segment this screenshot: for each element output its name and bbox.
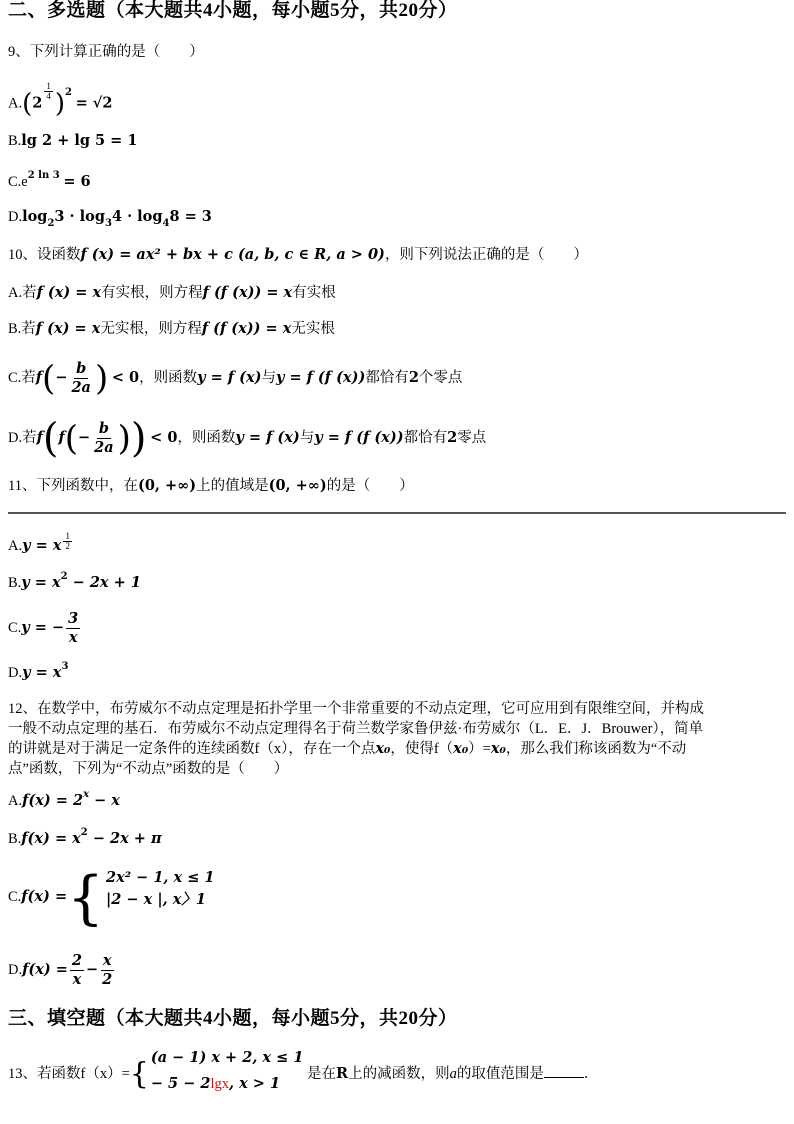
q12-line3-x0-b: x₀ — [453, 740, 469, 757]
q13-case2-red: lgx — [210, 1075, 230, 1092]
q10-c-label: C.若 — [8, 370, 36, 386]
q10-c-frac-num: b — [76, 360, 87, 378]
q11-b-sup: 2 — [60, 571, 68, 582]
q12-stem — [8, 699, 784, 779]
q13-case2-a: − 5 − 2 — [150, 1074, 211, 1092]
q10-a-text1: 有实根，则方程 — [101, 285, 203, 301]
q9-a-exp-den: 4 — [46, 91, 51, 101]
q9-option-a: A.(2 $\frac{1}{4}$ )$^2$ = √2 — [8, 81, 113, 119]
q12-stem-line3 — [8, 739, 784, 759]
q10-c-text2: 与 — [261, 370, 276, 386]
q9-option-b — [8, 131, 137, 151]
q10-c-f: f — [35, 369, 43, 386]
q13-stem-R: R — [336, 1065, 349, 1082]
q12-a-expr1: f(x) = 2 — [22, 792, 84, 809]
q12-line3-a: 的讲就是对于满足一定条件的连续函数f（x），存在一个点 — [8, 741, 376, 757]
q10-d-count: 2 — [447, 429, 458, 446]
q9-d-log2: 3 · log — [54, 208, 105, 225]
q9-c-exp: 2 ln 3 — [27, 170, 60, 181]
q10-b-label: B.若 — [8, 321, 36, 337]
section-heading-fill-in: 三、填空题（本大题共4小题，每小题5分，共20分） — [8, 1008, 458, 1029]
q9-option-d — [8, 207, 212, 229]
q10-d-frac-den: 2a — [94, 439, 114, 457]
q10-c-minus: − — [55, 369, 68, 386]
q10-option-b — [8, 319, 335, 339]
q10-d-math2: y = f (f (x)) — [314, 429, 404, 446]
q12-a-sup: x — [83, 789, 90, 800]
q10-c-text3: 都恰有 — [365, 370, 409, 386]
q11-stem-math2: (0, +∞) — [268, 477, 327, 494]
q10-option-d: D.若f(f(− $\frac{b}{2a}$ )) < 0，则函数y = f (x)与y = f (f (x))都恰有2零点 — [8, 415, 487, 462]
q12-line3-x0-c: x₀ — [490, 740, 506, 757]
q12-d-frac2-num: x — [102, 952, 112, 970]
q11-c-frac-den: x — [68, 629, 78, 647]
q11-c-label: C. — [8, 620, 22, 636]
q9-d-label: D. — [8, 209, 23, 225]
q12-c-case2: |2 − x |, x〉1 — [106, 890, 206, 908]
q12-d-label: D. — [8, 962, 23, 978]
q9-a-label: A. — [8, 95, 23, 112]
q9-stem: 9、下列计算正确的是（ ） — [8, 44, 204, 60]
q9-b-expr: lg 2 + lg 5 = 1 — [21, 132, 138, 149]
q12-a-label: A. — [8, 793, 23, 809]
q10-c-text4: 个零点 — [418, 370, 463, 386]
q10-d-frac-num: b — [98, 420, 109, 438]
q10-stem — [8, 245, 588, 265]
q11-a-label: A. — [8, 538, 23, 554]
q11-d-label: D. — [8, 665, 23, 681]
q9-option-c — [8, 172, 91, 194]
q13-stem-a: a — [449, 1066, 457, 1082]
q10-a-math1: f (x) = x — [36, 284, 102, 301]
q9-d-log3: 4 · log — [111, 208, 163, 225]
q12-line3-x0-a: x₀ — [375, 740, 391, 757]
q12-b-expr2: − 2x + π — [87, 830, 162, 847]
q12-stem-line2: 一般不动点定理的基石．布劳威尔不动点定理得名于荷兰数学家鲁伊兹·布劳威尔（L．E．J．Brouwer），简单 — [8, 721, 704, 737]
q10-option-c: C.若f(− $\frac{b}{2a}$ ) < 0，则函数y = f (x)与y = f (f (x))都恰有2个零点 — [8, 358, 463, 399]
q10-a-text2: 有实根 — [292, 285, 336, 301]
q9-c-rhs: = 6 — [63, 173, 91, 190]
q10-c-frac-den: 2a — [71, 379, 91, 397]
q10-d-text4: 零点 — [457, 430, 487, 446]
q12-c-lhs: f(x) = — [21, 888, 68, 905]
q13-stem-end: ． — [583, 1066, 599, 1082]
q11-b-expr2: − 2x + 1 — [67, 574, 141, 591]
q11-option-c — [8, 608, 82, 648]
q11-d-expr: y = x — [22, 664, 62, 681]
q12-d-minus: − — [86, 961, 99, 978]
q9-b-label: B. — [8, 133, 22, 149]
q9-a-exp-num: 1 — [46, 81, 51, 91]
q10-c-count: 2 — [408, 369, 419, 386]
q9-a-rhs: = √2 — [75, 94, 113, 112]
q11-c-expr: y = − — [21, 619, 65, 636]
q10-d-minus: − — [77, 429, 91, 446]
q11-stem-pre: 11、下列函数中，在 — [8, 478, 138, 494]
q11-stem-post: 的是（ ） — [326, 478, 414, 494]
q12-b-expr1: f(x) = x — [21, 830, 81, 847]
q12-option-b — [8, 829, 162, 851]
q9-c-label: C. — [8, 174, 22, 190]
q10-b-text2: 无实根 — [291, 321, 335, 337]
q10-d-math1: y = f (x) — [235, 429, 300, 446]
q11-d-sup: 3 — [61, 661, 69, 672]
q12-b-sup: 2 — [80, 827, 88, 838]
q10-d-text2: 与 — [299, 430, 315, 446]
q10-a-math2: f (f (x)) = x — [202, 284, 293, 301]
q10-c-math2: y = f (f (x)) — [275, 369, 366, 386]
q13-stem: 13、若函数f（x）={ (a − 1) x + 2, x ≤ 1 − 5 − 2lgx, x > 1 是在R上的减函数，则a的取值范围是 ． — [8, 1047, 598, 1101]
q10-c-lt: < 0 — [111, 369, 140, 386]
q9-a-outer-exp: 2 — [65, 87, 72, 99]
q10-d-text3: 都恰有 — [403, 430, 448, 446]
q10-stem-pre: 10、设函数 — [8, 247, 81, 263]
q13-case2-b: , x > 1 — [229, 1074, 281, 1092]
q11-option-b — [8, 573, 141, 595]
q12-stem-line1: 12、在数学中，布劳威尔不动点定理是拓扑学里一个非常重要的不动点定理，它可应用到有限维空间，并构成 — [8, 701, 704, 717]
q9-d-sub3: 4 — [162, 218, 170, 229]
q10-c-math1: y = f (x) — [197, 369, 262, 386]
q10-a-label: A.若 — [8, 285, 37, 301]
q9-d-sub1: 2 — [47, 218, 55, 229]
horizontal-divider — [8, 512, 786, 514]
q12-line3-d: ，那么我们称该函数为“不动 — [505, 741, 687, 757]
q10-b-math2: f (f (x)) = x — [201, 320, 292, 337]
q10-d-f-inner: f — [58, 429, 65, 446]
q13-stem-mid2: 上的减函数，则 — [348, 1066, 450, 1082]
q13-stem-mid: 是在 — [307, 1066, 337, 1082]
q12-d-frac2-den: 2 — [102, 971, 113, 989]
q12-d-frac1-den: x — [72, 971, 82, 989]
q12-stem-line4: 点”函数，下列为“不动点”函数的是（ ） — [8, 761, 289, 777]
q11-option-a — [8, 531, 74, 556]
q10-b-text1: 无实根，则方程 — [100, 321, 202, 337]
q11-a-exp-num: 1 — [65, 531, 70, 541]
q12-d-lhs: f(x) = — [22, 961, 68, 978]
q10-d-f-outer: f — [36, 429, 43, 446]
q13-stem-pre: 13、若函数f（x）= — [8, 1066, 130, 1082]
q10-d-label: D.若 — [8, 430, 37, 446]
q9-d-rhs: 8 = 3 — [169, 208, 212, 225]
q12-a-expr2: − x — [89, 792, 120, 809]
q12-b-label: B. — [8, 831, 22, 847]
q11-b-expr1: y = x — [21, 574, 61, 591]
q13-answer-blank[interactable] — [544, 1063, 584, 1078]
q12-option-a — [8, 791, 120, 813]
q10-stem-post: ，则下列说法正确的是（ ） — [384, 247, 588, 263]
q12-option-c: C.f(x) ={ 2x² − 1, x ≤ 1 |2 − x |, x〉1 — [8, 863, 215, 932]
q12-c-case1: 2x² − 1, x ≤ 1 — [106, 868, 215, 886]
q11-a-expr: y = x — [22, 537, 62, 554]
q11-b-label: B. — [8, 575, 22, 591]
q13-case1: (a − 1) x + 2, x ≤ 1 — [150, 1048, 304, 1066]
q9-d-log1: log — [22, 208, 48, 225]
q11-stem — [8, 476, 414, 496]
q11-stem-math1: (0, +∞) — [137, 477, 197, 494]
q12-line3-b: ，使得f（ — [390, 741, 454, 757]
q10-option-a — [8, 283, 336, 303]
q10-d-lt: < 0 — [150, 429, 178, 446]
section-heading-multiple-choice: 二、多选题（本大题共4小题，每小题5分，共20分） — [8, 0, 458, 21]
q10-b-math1: f (x) = x — [35, 320, 101, 337]
q10-c-text1: ，则函数 — [139, 370, 198, 386]
q10-stem-math: f (x) = ax² + bx + c (a, b, c ∈ R, a > 0) — [80, 246, 385, 263]
q9-c-base: e — [21, 174, 28, 190]
q12-option-d — [8, 949, 116, 991]
q9-d-sub2: 3 — [104, 218, 112, 229]
q11-a-exp-den: 2 — [65, 541, 70, 551]
q11-stem-mid: 上的值域是 — [196, 478, 269, 494]
q12-d-frac1-num: 2 — [71, 952, 83, 970]
q12-c-label: C. — [8, 889, 22, 905]
q13-stem-post: 的取值范围是 — [456, 1066, 544, 1082]
q9-a-base: 2 — [32, 94, 43, 112]
q12-line3-c: ）= — [468, 741, 491, 757]
q11-c-frac-num: 3 — [68, 610, 79, 628]
q10-d-text1: ，则函数 — [177, 430, 236, 446]
q11-option-d — [8, 663, 68, 685]
